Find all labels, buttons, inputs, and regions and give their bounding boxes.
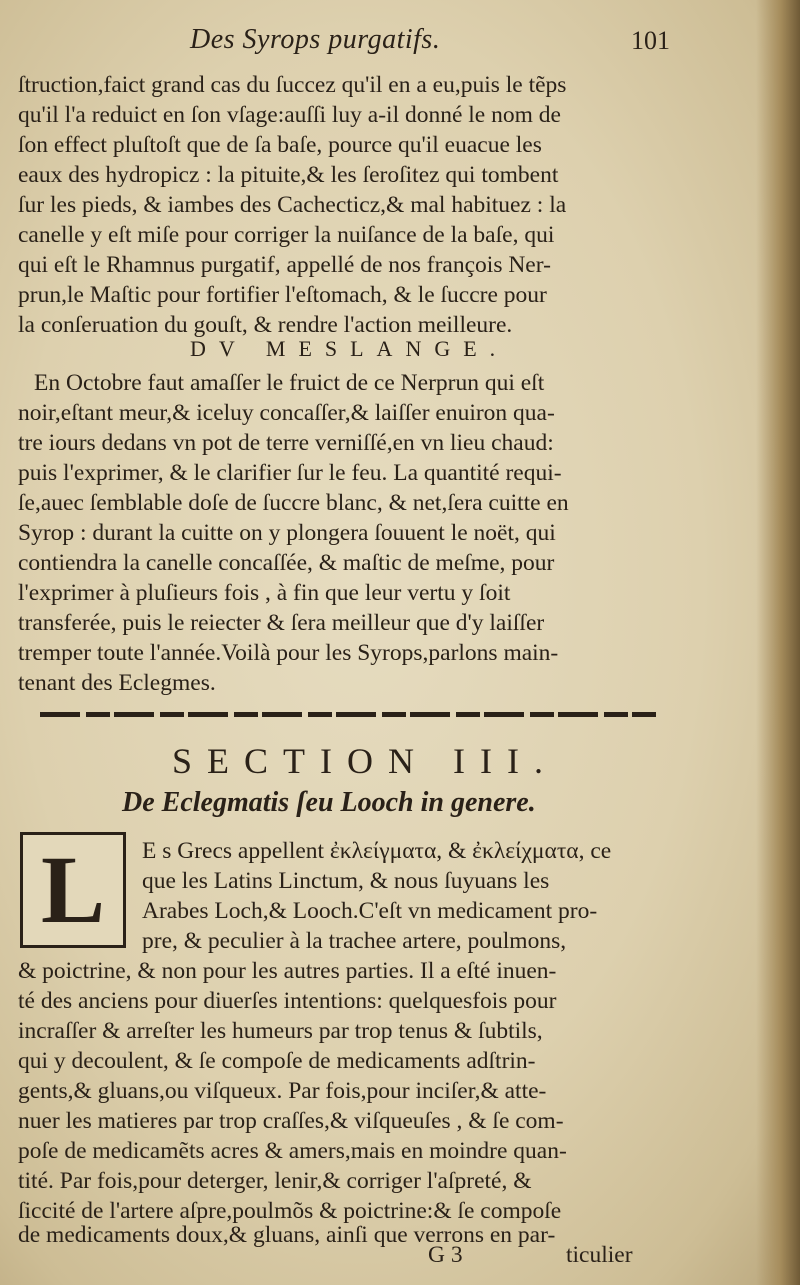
page-footer — [18, 1240, 678, 1274]
drop-cap — [20, 832, 126, 948]
text-line: tenant des Eclegmes. — [18, 670, 216, 696]
text-line: de medicaments doux,& gluans, ainſi que verrons en par- — [18, 1222, 556, 1248]
text-line: tité. Par fois,pour deterger, lenir,& corriger l'aſpreté, & — [18, 1168, 532, 1194]
subheading: DV MESLANGE. — [190, 336, 509, 361]
signature-mark: G 3 — [428, 1242, 463, 1268]
text-line: ſtruction,faict grand cas du ſuccez qu'il en a eu,puis le tẽps — [18, 72, 567, 98]
text-line: qui y decoulent, & ſe compoſe de medicaments adſtrin- — [18, 1048, 536, 1074]
text-line: transferée, puis le reiecter & ſera meilleur que d'y laiſſer — [18, 610, 545, 636]
text-line: poſe de medicamẽts acres & amers,mais en moindre quan- — [18, 1138, 567, 1164]
text-line: incraſſer & arreſter les humeurs par trop tenus & ſubtils, — [18, 1018, 543, 1044]
drop-cap-letter: L — [40, 836, 106, 943]
text-line: ſe,auec ſemblable doſe de ſuccre blanc, & net,ſera cuitte en — [18, 490, 569, 516]
text-line: gents,& gluans,ou viſqueux. Par fois,pour inciſer,& atte- — [18, 1078, 547, 1104]
text-line: ſon effect pluſtoſt que de ſa baſe, pource qu'il euacue les — [18, 132, 542, 158]
text-line: prun,le Maſtic pour fortifier l'eſtomach, & le ſuccre pour — [18, 282, 547, 308]
section-title: SECTION III. — [172, 741, 558, 781]
text-line: la conſeruation du gouſt, & rendre l'action meilleure. — [18, 312, 513, 338]
text-line: eaux des hydropicz : la pituite,& les ſeroſitez qui tombent — [18, 162, 559, 188]
text-line: qu'il l'a reduict en ſon vſage:auſſi luy a-il donné le nom de — [18, 102, 561, 128]
section-subtitle: De Eclegmatis ſeu Looch in genere. — [122, 787, 536, 818]
text-line: qui eſt le Rhamnus purgatif, appellé de nos françois Ner- — [18, 252, 551, 278]
text-line: ſur les pieds, & iambes des Cachecticz,& mal habituez : la — [18, 192, 567, 218]
text-line: pre, & peculier à la trachee artere, poulmons, — [142, 928, 567, 954]
text-line: tre iours dedans vn pot de terre verniſſé,en vn lieu chaud: — [18, 430, 554, 456]
text-line: E s Grecs appellent ἐκλείγματα, & ἐκλείχματα, ce — [142, 838, 612, 864]
page-gutter — [756, 0, 800, 1285]
text-line: que les Latins Linctum, & nous ſuyuans les — [142, 868, 550, 894]
catchword: ticulier — [566, 1242, 633, 1268]
text-line: & poictrine, & non pour les autres parties. Il a eſté inuen- — [18, 958, 557, 984]
text-line: noir,eſtant meur,& iceluy concaſſer,& laiſſer enuiron qua- — [18, 400, 555, 426]
text-line: l'exprimer à pluſieurs fois , à fin que leur vertu y ſoit — [18, 580, 511, 606]
text-line: nuer les matieres par trop craſſes,& viſqueuſes , & ſe com- — [18, 1108, 564, 1134]
text-line: En Octobre faut amaſſer le fruict de ce Nerprun qui eſt — [34, 370, 545, 396]
text-line: contiendra la canelle concaſſée, & maſtic de meſme, pour — [18, 550, 555, 576]
text-line: té des anciens pour diuerſes intentions: quelquesfois pour — [18, 988, 557, 1014]
text-line: puis l'exprimer, & le clarifier ſur le feu. La quantité requi- — [18, 460, 562, 486]
running-head — [190, 24, 670, 64]
text-line: tremper toute l'année.Voilà pour les Syrops,parlons main- — [18, 640, 559, 666]
text-line: Arabes Loch,& Looch.C'eſt vn medicament pro- — [142, 898, 598, 924]
text-line: Syrop : durant la cuitte on y plongera ſouuent le noët, qui — [18, 520, 556, 546]
page-number: 101 — [631, 26, 670, 55]
text-line: ſiccité de l'artere aſpre,poulmõs & poictrine:& ſe compoſe — [18, 1198, 562, 1224]
running-title: Des Syrops purgatifs. — [190, 24, 441, 55]
ornamental-rule — [40, 712, 656, 717]
text-line: canelle y eſt miſe pour corriger la nuiſance de la baſe, qui — [18, 222, 555, 248]
